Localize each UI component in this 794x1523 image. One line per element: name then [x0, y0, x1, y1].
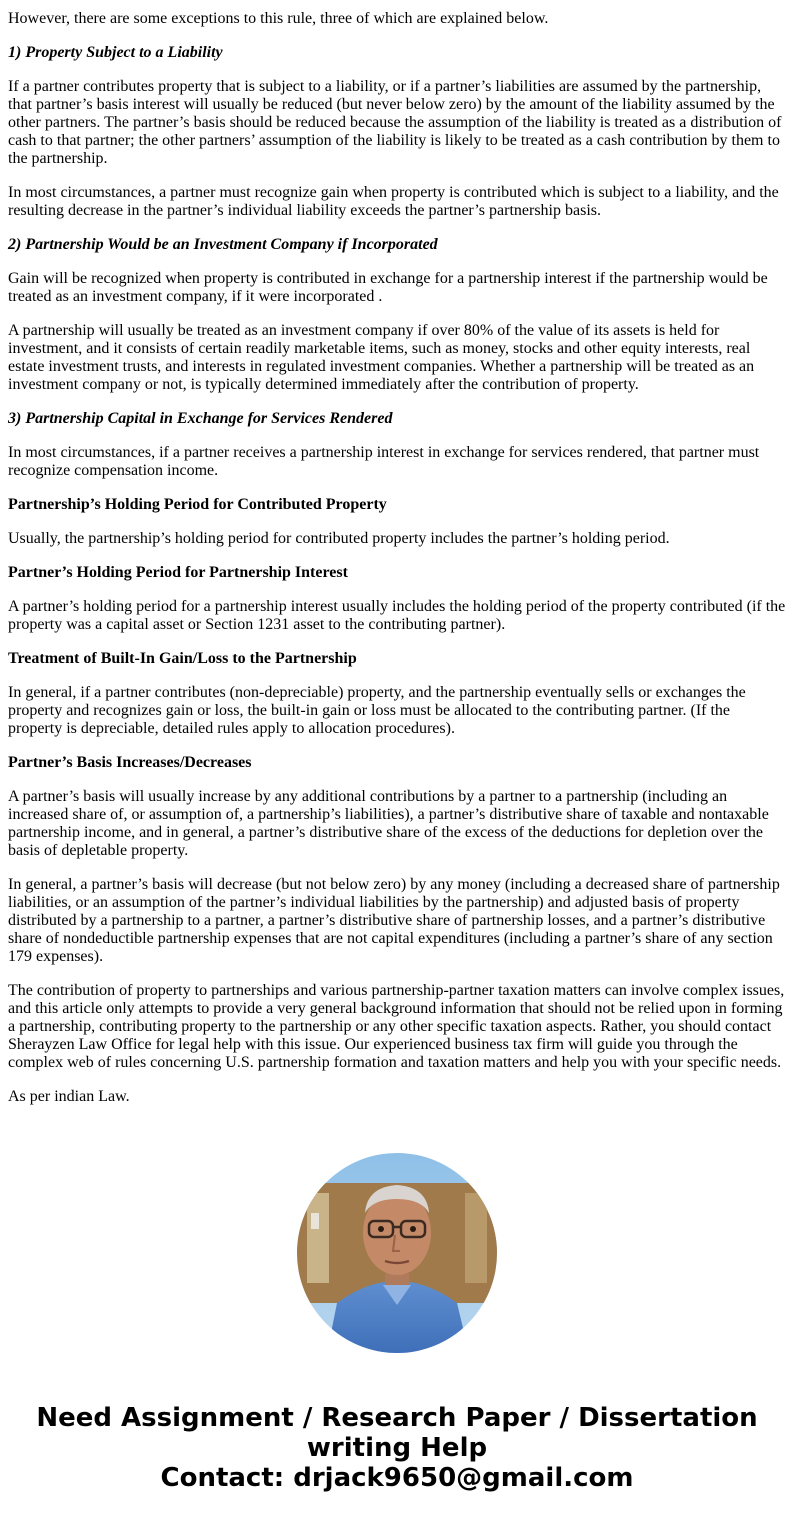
exception-1-paragraph-1: If a partner contributes property that is subject to a liability, or if a partner’s liabilities are assumed by the partnership, that partner’s basis interest will usually be reduced (but never below zero) by the amount of the liability assumed by the other partners. The partner’s basis should be reduced because the assumption of the liability is treated as a distribution of cash to that partner; the other partners’ assumption of the liability is likely to be treated as a cash contribution by them to the partnership.: [8, 78, 782, 167]
intro-paragraph: However, there are some exceptions to this rule, three of which are explained below.: [8, 10, 549, 27]
exception-2-heading: 2) Partnership Would be an Investment Company if Incorporated: [8, 236, 438, 253]
author-avatar: [297, 1153, 497, 1353]
exception-2-paragraph-1: Gain will be recognized when property is contributed in exchange for a partnership interest if the partnership would be treated as an investment company, if it were incorporated .: [8, 270, 768, 305]
holding-period-paragraph: Usually, the partnership’s holding period for contributed property includes the partner’s holding period.: [8, 530, 670, 547]
built-in-gain-paragraph: In general, if a partner contributes (non-depreciable) property, and the partnership eventually sells or exchanges the property and recognizes gain or loss, the built-in gain or loss must be allocated to the contributing partner. (If the property is depreciable, detailed rules apply to allocation procedures).: [8, 684, 746, 737]
conclusion-paragraph: The contribution of property to partnerships and various partnership-partner taxation matters can involve complex issues, and this article only attempts to provide a very general background information that should not be relied upon in forming a partnership, contributing property to the partnership or any other specific taxation aspects. Rather, you should contact Sherayzen Law Office for legal help with this issue. Our experienced business tax firm will guide you through the complex web of rules concerning U.S. partnership formation and taxation matters and help you with your specific needs.: [8, 982, 785, 1071]
partner-holding-period-heading: Partner’s Holding Period for Partnership Interest: [8, 564, 348, 581]
exception-3-paragraph-1: In most circumstances, if a partner receives a partnership interest in exchange for services rendered, that partner must recognize compensation income.: [8, 444, 760, 479]
law-note: As per indian Law.: [8, 1088, 130, 1105]
promo-contact: Contact: drjack9650@gmail.com: [160, 1463, 634, 1493]
basis-increase-paragraph: A partner’s basis will usually increase by any additional contributions by a partner to a partnership (including an increased share of, or assumption of, a partnership’s liabilities), a partner’s distributive share of taxable and nontaxable partnership income, and in general, a partner’s distributive share of the excess of the deductions for depletion over the basis of depletable property.: [8, 788, 769, 859]
basis-heading: Partner’s Basis Increases/Decreases: [8, 754, 252, 771]
holding-period-heading: Partnership’s Holding Period for Contributed Property: [8, 496, 387, 513]
exception-1-paragraph-2: In most circumstances, a partner must recognize gain when property is contributed which is subject to a liability, and the resulting decrease in the partner’s individual liability exceeds the partner’s partnership basis.: [8, 184, 779, 219]
exception-2-paragraph-2: A partnership will usually be treated as an investment company if over 80% of the value of its assets is held for investment, and it consists of certain readily marketable items, such as money, stocks and other equity interests, real estate investment trusts, and interests in regulated investment companies. Whether a partnership will be treated as an investment company or not, is typically determined immediately after the contribution of property.: [8, 322, 755, 393]
promo-banner: [0, 1403, 794, 1493]
exception-3-heading: 3) Partnership Capital in Exchange for Services Rendered: [8, 410, 393, 427]
basis-decrease-paragraph: In general, a partner’s basis will decrease (but not below zero) by any money (including a decreased share of partnership liabilities, or an assumption of the partner’s individual liabilities by the partnership) and adjusted basis of property distributed by a partnership to a partner, a partner’s distributive share of partnership losses, and a partner’s distributive share of nondeductible partnership expenses that are not capital expenditures (including a partner’s share of any section 179 expenses).: [8, 876, 780, 965]
exception-1-heading: 1) Property Subject to a Liability: [8, 44, 223, 61]
promo-headline: Need Assignment / Research Paper / Dissertation writing Help: [36, 1403, 758, 1463]
built-in-gain-heading: Treatment of Built-In Gain/Loss to the Partnership: [8, 650, 357, 667]
author-photo: [297, 1153, 497, 1353]
partner-holding-period-paragraph: A partner’s holding period for a partnership interest usually includes the holding period of the property contributed (if the property was a capital asset or Section 1231 asset to the contributing partner).: [8, 598, 786, 633]
